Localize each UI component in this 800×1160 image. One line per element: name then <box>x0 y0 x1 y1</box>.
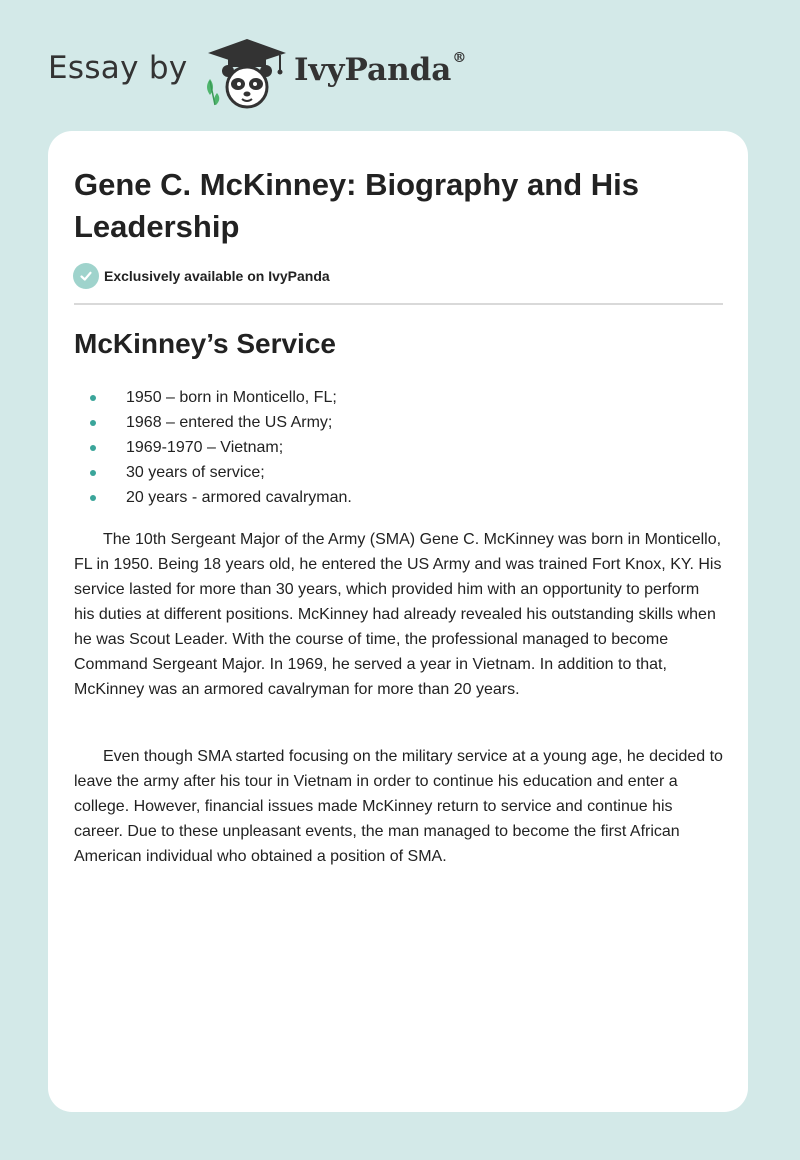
list-item: 30 years of service; <box>74 460 352 485</box>
section-heading: McKinney’s Service <box>74 328 336 359</box>
panda-graduation-cap-icon[interactable] <box>202 35 292 109</box>
list-item: 1968 – entered the US Army; <box>74 410 352 435</box>
registered-mark: ® <box>452 50 467 66</box>
body-paragraph: Even though SMA started focusing on the military service at a young age, he decided to leave the army after his tour in Vietnam in order to continue his education and enter a college. However, financial issues made McKinney return to service and continue his career. Due to these unpleasant events, the man managed to become the first African American individual who obtained a position of SMA. <box>74 748 723 865</box>
brand-name[interactable] <box>294 52 466 88</box>
site-header <box>48 30 508 110</box>
exclusive-badge-text: Exclusively available on IvyPanda <box>104 268 330 284</box>
article-title: Gene C. McKinney: Biography and His Leadership <box>74 167 639 244</box>
check-icon <box>73 263 99 289</box>
service-list <box>74 385 352 510</box>
essay-by-label: Essay by <box>48 50 188 86</box>
list-item: 20 years - armored cavalryman. <box>74 485 352 510</box>
list-item: 1969-1970 – Vietnam; <box>74 435 352 460</box>
divider <box>74 303 723 305</box>
brand-name-text: IvyPanda <box>294 52 452 88</box>
list-item: 1950 – born in Monticello, FL; <box>74 385 352 410</box>
article-card <box>48 131 748 1112</box>
exclusive-badge <box>73 263 330 289</box>
body-paragraph: The 10th Sergeant Major of the Army (SMA) Gene C. McKinney was born in Monticello, FL in 1950. Being 18 years old, he entered the US Army and was trained Fort Knox, KY. His service lasted for more than 30 years, which provided him with an opportunity to perform his duties at different positions. McKinney had already revealed his outstanding skills when he was Scout Leader. With the course of time, the professional managed to become Command Sergeant Major. In 1969, he served a year in Vietnam. In addition to that, McKinney was an armored cavalryman for more than 20 years. <box>74 531 722 698</box>
